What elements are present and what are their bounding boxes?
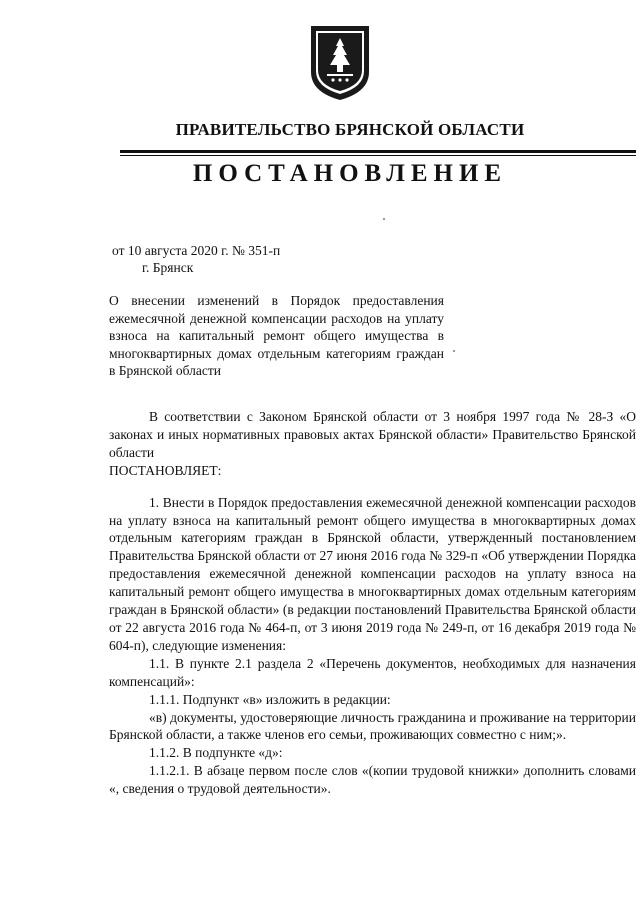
clause-1-1-1: 1.1.1. Подпункт «в» изложить в редакции: <box>149 691 391 707</box>
organization-title: ПРАВИТЕЛЬСТВО БРЯНСКОЙ ОБЛАСТИ <box>175 120 525 139</box>
header-rule-thick <box>120 150 636 153</box>
clause-1-1: 1.1. В пункте 2.1 раздела 2 «Перечень документов, необходимых для назначения компенсаций»: <box>109 655 636 689</box>
clause-1: 1. Внести в Порядок предоставления ежемесячной денежной компенсации расходов на уплату взноса на капитальный ремонт общего имущества в многоквартирных домах отдельным категориям граждан в Брянской области, утвержденный постановлением Правительства Брянской области от 27 июня 2016 года № 329-п «Об утверждении Порядка предоставления ежемесячной денежной компенсации расходов на уплату взноса на капитальный ремонт общего имущества в многоквартирных домах отдельным категориям граждан в Брянской области» (в редакции постановлений Правительства Брянской области от 22 августа 2016 года № 464-п, от 3 июня 2019 года № 249-п, от 16 декабря 2019 года № 604-п), следующие изменения: <box>109 494 636 653</box>
document-city: г. Брянск <box>142 260 194 275</box>
preamble-paragraph: В соответствии с Законом Брянской области от 3 ноября 1997 года № 28-З «О законах и иных нормативных правовых актах Брянской области» Правительство Брянской области <box>109 409 636 460</box>
scan-speck <box>453 350 455 352</box>
document-subject: О внесении изменений в Порядок предоставления ежемесячной денежной компенсации расходов на уплату взноса на капитальный ремонт общего имущества в многоквартирных домах отдельным категориям граждан в Брянской области <box>109 293 444 379</box>
clause-1-1-2-1: 1.1.2.1. В абзаце первом после слов «(копии трудовой книжки» дополнить словами «, сведения о трудовой деятельности». <box>109 763 636 797</box>
header-rule-thin <box>120 155 636 156</box>
resolves-heading: ПОСТАНОВЛЯЕТ: <box>109 462 222 478</box>
clause-1-1-2: 1.1.2. В подпункте «д»: <box>149 745 283 761</box>
document-type-title: ПОСТАНОВЛЕНИЕ <box>192 160 508 187</box>
clause-1-1-1-text: «в) документы, удостоверяющие личность гражданина и проживание на территории Брянской области, а также членов его семьи, проживающих совместно с ним;». <box>109 709 636 743</box>
document-date-number: от 10 августа 2020 г. № 351-п <box>112 243 281 258</box>
scan-speck <box>383 218 385 220</box>
document-body <box>109 408 636 798</box>
coat-of-arms-icon <box>307 22 373 102</box>
